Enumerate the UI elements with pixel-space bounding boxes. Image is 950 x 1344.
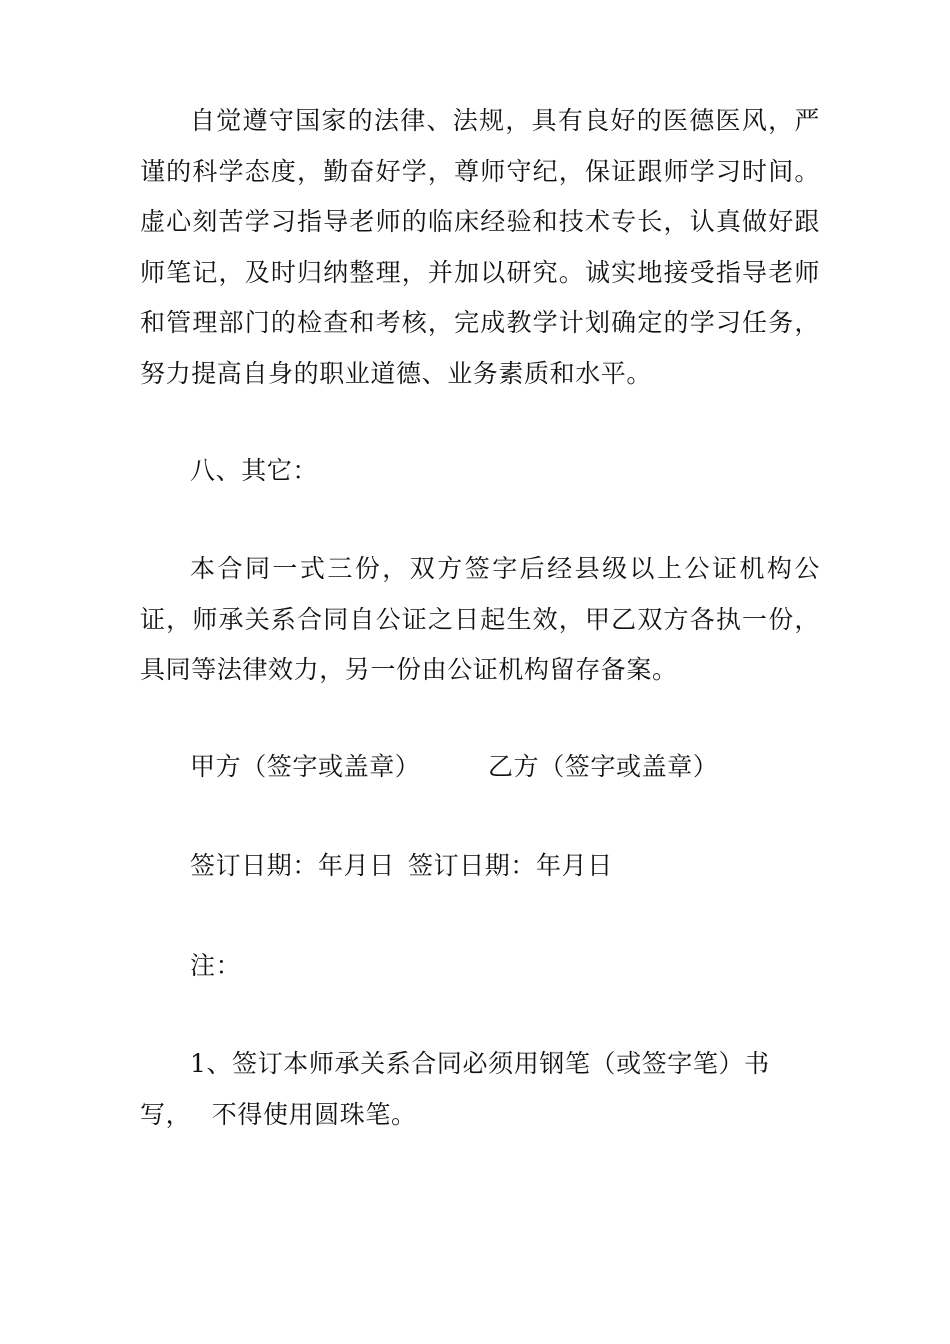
section-heading-other: 八、其它： [190,456,319,485]
note-1-line-1: 1、签订本师承关系合同必须用钢笔（或签字笔）书 [190,1049,770,1078]
note-1-line-2: 写， 不得使用圆珠笔。 [140,1100,417,1129]
paragraph-copies: 本合同一式三份，双方签字后经县级以上公证机构公证，师承关系合同自公证之日起生效，甲乙双方各执一份，具同等法律效力，另一份由公证机构留存备案。 [140,554,820,684]
paragraph-duties: 自觉遵守国家的法律、法规，具有良好的医德医风，严谨的科学态度，勤奋好学，尊师守纪，保证跟师学习时间。虚心刻苦学习指导老师的临床经验和技术专长，认真做好跟师笔记，及时归纳整理，并加以研究。诚实地接受指导老师和管理部门的检查和考核，完成教学计划确定的学习任务，努力提高自身的职业道德、业务素质和水平。 [140,106,820,388]
signature-party-a: 甲方（签字或盖章） [190,752,421,781]
note-heading: 注： [190,951,242,980]
signature-party-b: 乙方（签字或盖章） [488,752,719,781]
sign-date-party-b: 签订日期：年月日 [408,851,613,880]
sign-date-party-a: 签订日期：年月日 [190,851,395,880]
